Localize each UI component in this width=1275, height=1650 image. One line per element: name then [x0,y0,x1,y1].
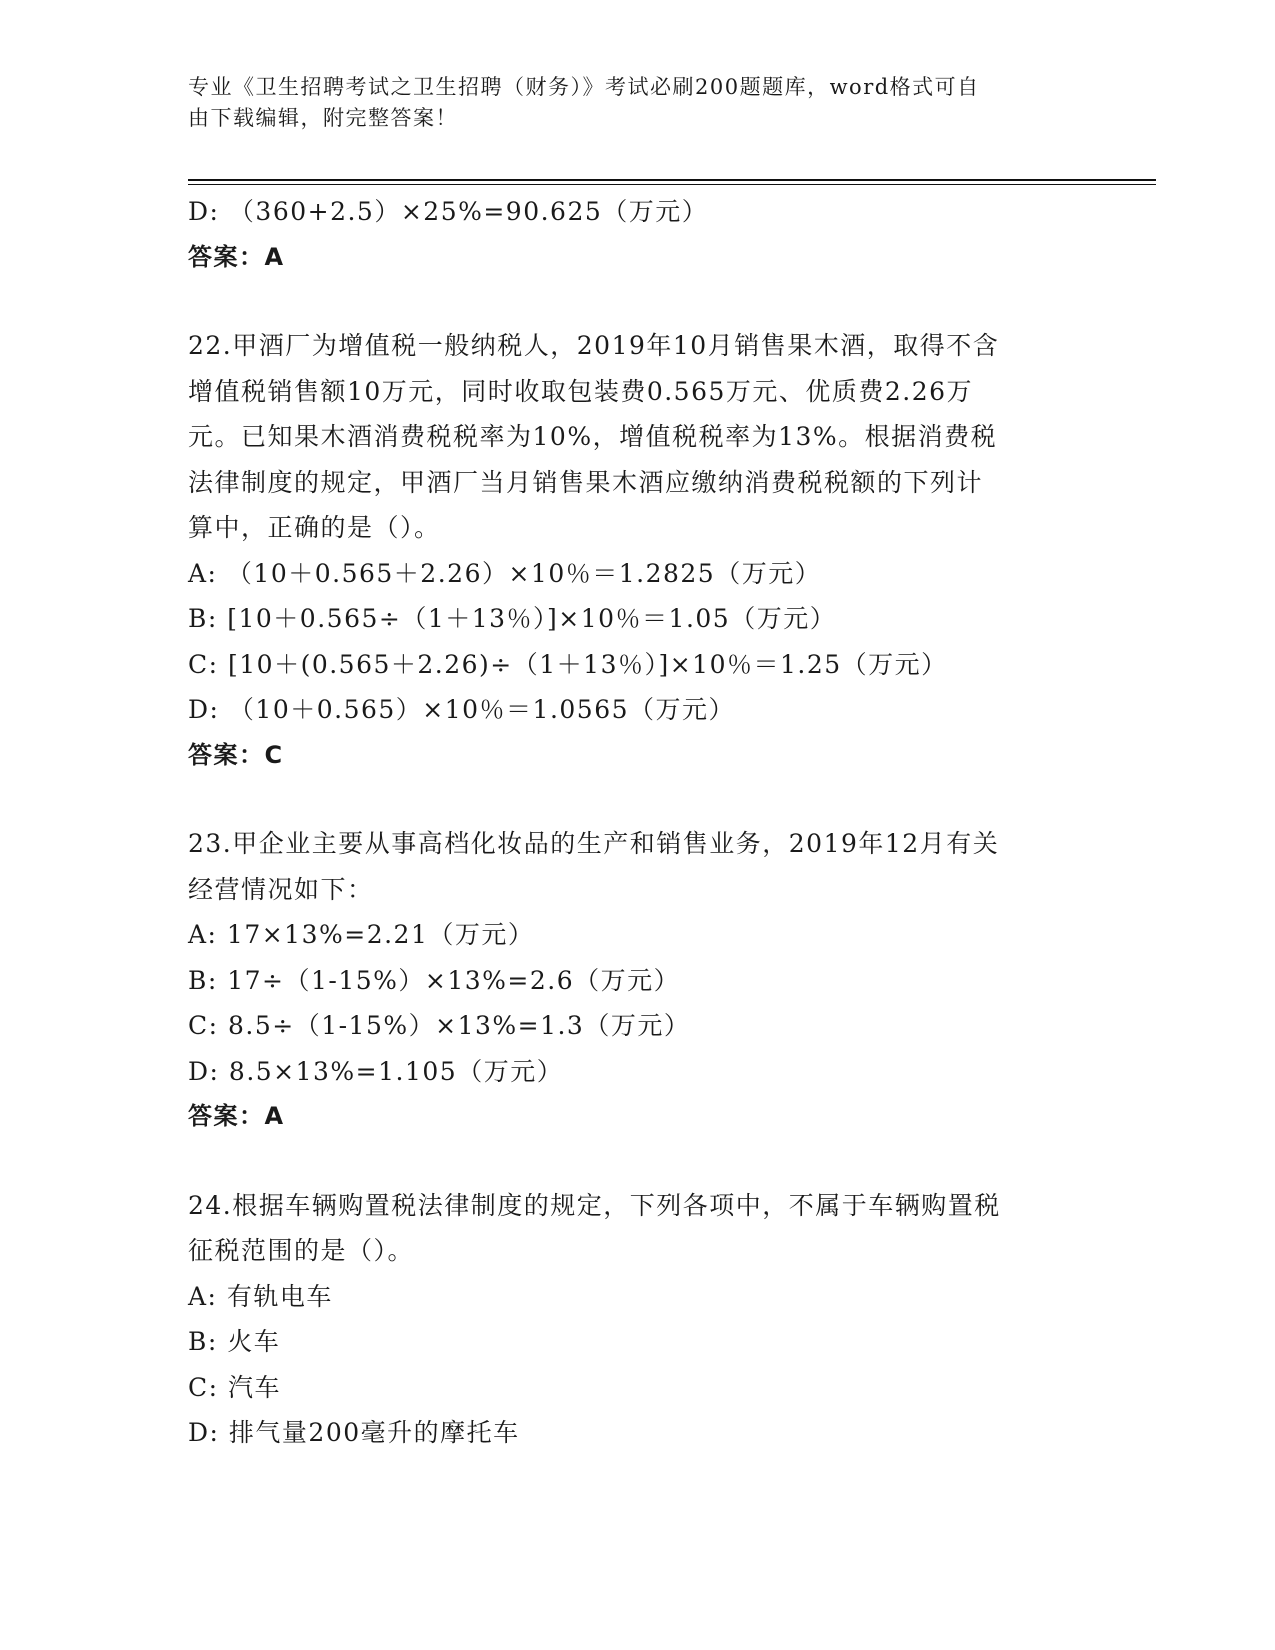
option-a: A: 17×13%=2.21（万元） [188,920,535,949]
answer-line: 答案：A [188,242,285,271]
option-a: A: （10＋0.565＋2.26）×10％＝1.2825（万元） [188,558,822,588]
previous-question-tail [188,189,1088,280]
question-stem-line: 23.甲企业主要从事高档化妆品的生产和销售业务，2019年12月有关 [188,829,1000,858]
question-stem-line: 法律制度的规定，甲酒厂当月销售果木酒应缴纳消费税税额的下列计 [188,467,984,497]
option-d: D: 排气量200毫升的摩托车 [188,1418,520,1447]
option-d: D: （360+2.5）×25%=90.625（万元） [188,197,709,226]
spacer [188,778,1088,821]
option-d: D: （10＋0.565）×10％＝1.0565（万元） [188,695,736,724]
question-stem-line: 22.甲酒厂为增值税一般纳税人，2019年10月销售果木酒，取得不含 [188,331,1000,360]
option-b: B: [10＋0.565÷（1＋13％）]×10％＝1.05（万元） [188,604,837,633]
document-body [188,189,1088,1456]
question-stem-line: 24.根据车辆购置税法律制度的规定，下列各项中，不属于车辆购置税 [188,1190,1001,1220]
header-divider-thick [188,179,1156,181]
document-header [188,72,1068,134]
option-c: C: 8.5÷（1-15%）×13%=1.3（万元） [188,1011,691,1040]
header-divider-thin [188,184,1156,185]
question-stem-line: 经营情况如下： [188,874,374,904]
question-stem-line: 增值税销售额10万元，同时收取包装费0.565万元、优质费2.26万 [188,376,974,406]
question-stem-line: 征税范围的是（）。 [188,1236,415,1265]
question-stem-line: 元。已知果木酒消费税税率为10%，增值税税率为13%。根据消费税 [188,422,998,451]
answer-line: 答案：A [188,1102,285,1130]
option-b: B: 17÷（1-15%）×13%=2.6（万元） [188,965,681,995]
answer-line: 答案：C [188,740,284,769]
option-c: C: [10＋(0.565＋2.26)÷（1＋13％）]×10％＝1.25（万元） [188,649,948,679]
option-d: D: 8.5×13%=1.105（万元） [188,1056,564,1086]
option-b: B: 火车 [188,1327,281,1356]
spacer [188,1140,1088,1183]
question-22 [188,323,1088,778]
question-stem-line: 算中，正确的是（）。 [188,513,441,542]
header-line-2: 由下载编辑，附完整答案！ [188,106,458,130]
header-line-1: 专业《卫生招聘考试之卫生招聘（财务）》考试必刷200题题库，word格式可自 [188,75,980,99]
option-c: C: 汽车 [188,1372,281,1402]
question-23 [188,821,1088,1140]
option-a: A: 有轨电车 [188,1281,333,1311]
spacer [188,280,1088,323]
question-24 [188,1183,1088,1456]
